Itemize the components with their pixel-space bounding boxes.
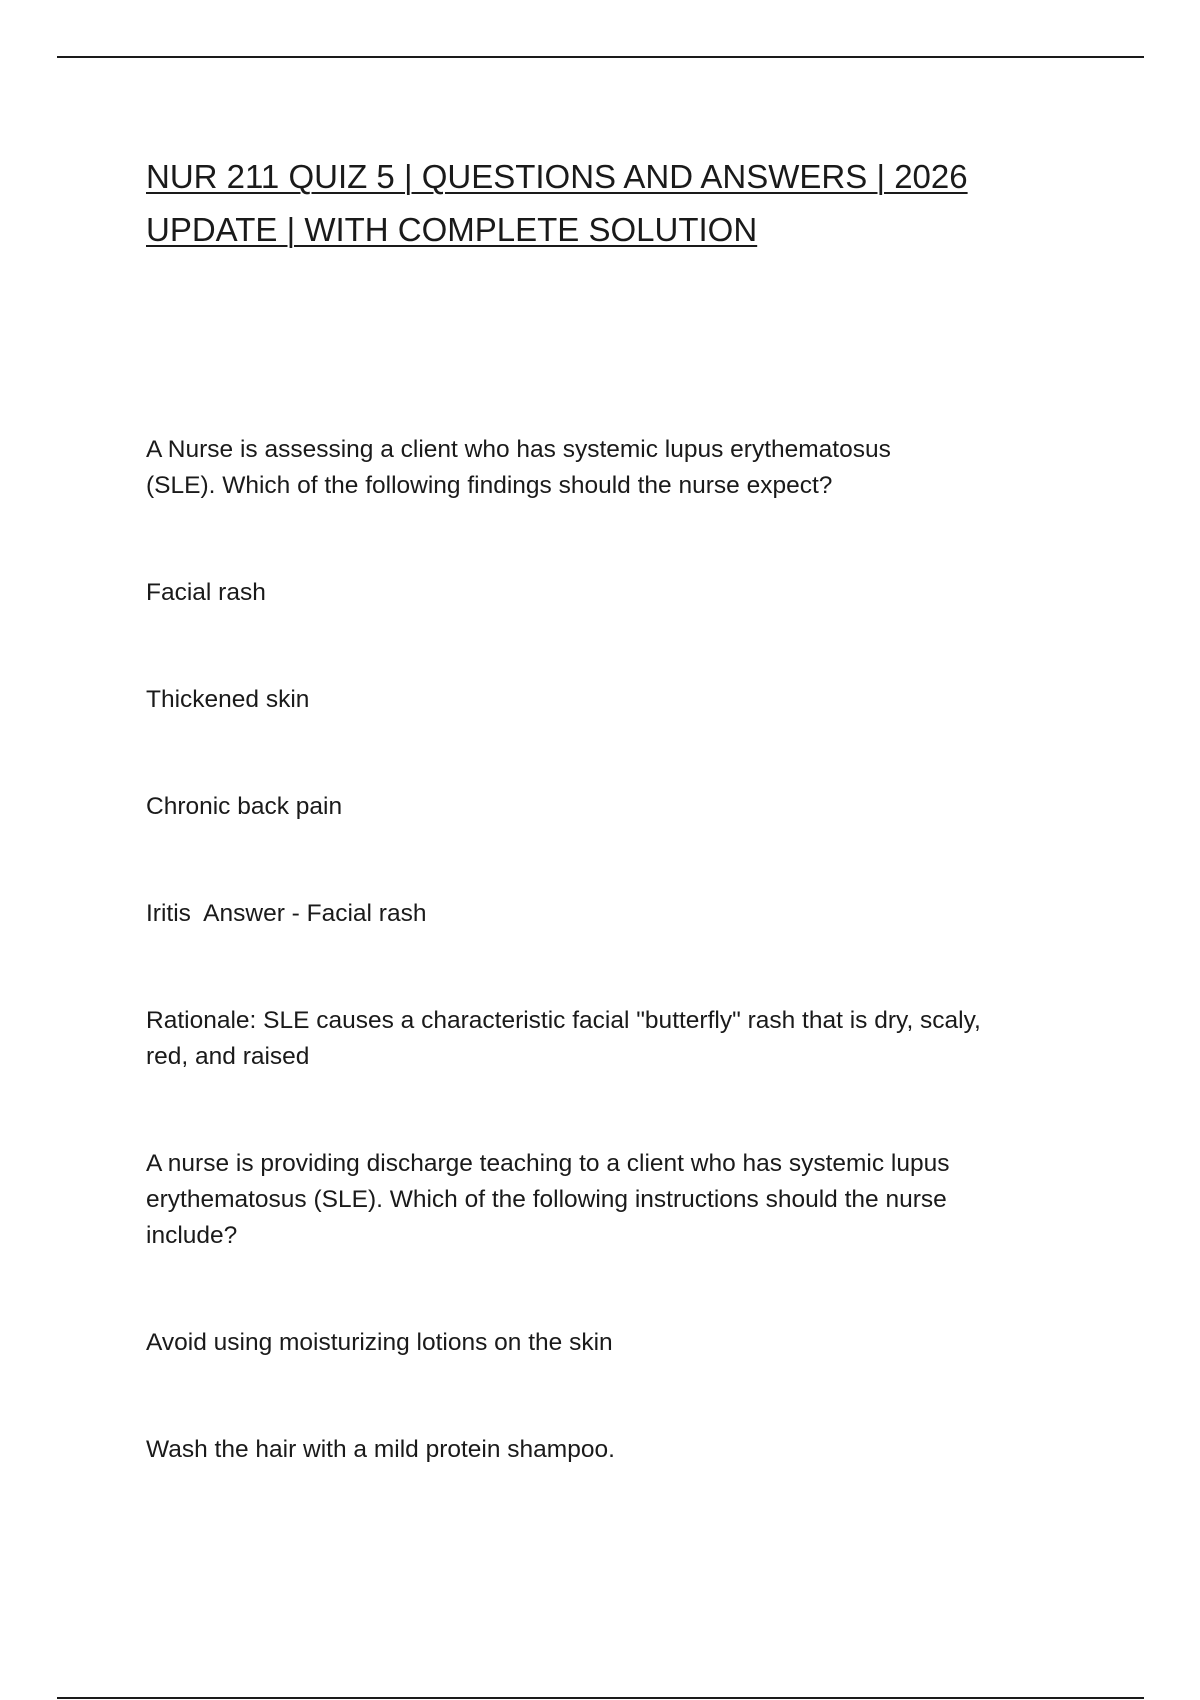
title-line-1: NUR 211 QUIZ 5 | QUESTIONS AND ANSWERS | 2026 xyxy=(146,158,968,195)
question-1-stem: A Nurse is assessing a client who has systemic lupus erythematosus (SLE). Which of the following findings should the nurse expect? xyxy=(146,436,891,499)
question-2-stem: A nurse is providing discharge teaching to a client who has systemic lupus erythematosus (SLE). Which of the following instructions should the nurse include? xyxy=(146,1150,950,1249)
footer-rule xyxy=(57,1697,1144,1699)
question-1-option-3: Chronic back pain xyxy=(146,793,343,820)
title-line-2: UPDATE | WITH COMPLETE SOLUTION xyxy=(146,211,758,248)
document-body xyxy=(146,150,1046,1468)
question-1-option-4-answer: Iritis Answer - Facial rash xyxy=(146,900,427,927)
document-title xyxy=(146,150,1046,256)
question-1-option-2: Thickened skin xyxy=(146,686,310,713)
question-1-rationale: Rationale: SLE causes a characteristic facial "butterfly" rash that is dry, scaly, red, and raised xyxy=(146,1007,981,1070)
header-rule xyxy=(57,56,1144,58)
question-2-option-1: Avoid using moisturizing lotions on the skin xyxy=(146,1329,613,1356)
question-2-option-2: Wash the hair with a mild protein shampoo. xyxy=(146,1436,615,1463)
question-1-option-1: Facial rash xyxy=(146,579,266,606)
question-list xyxy=(146,432,1046,1468)
